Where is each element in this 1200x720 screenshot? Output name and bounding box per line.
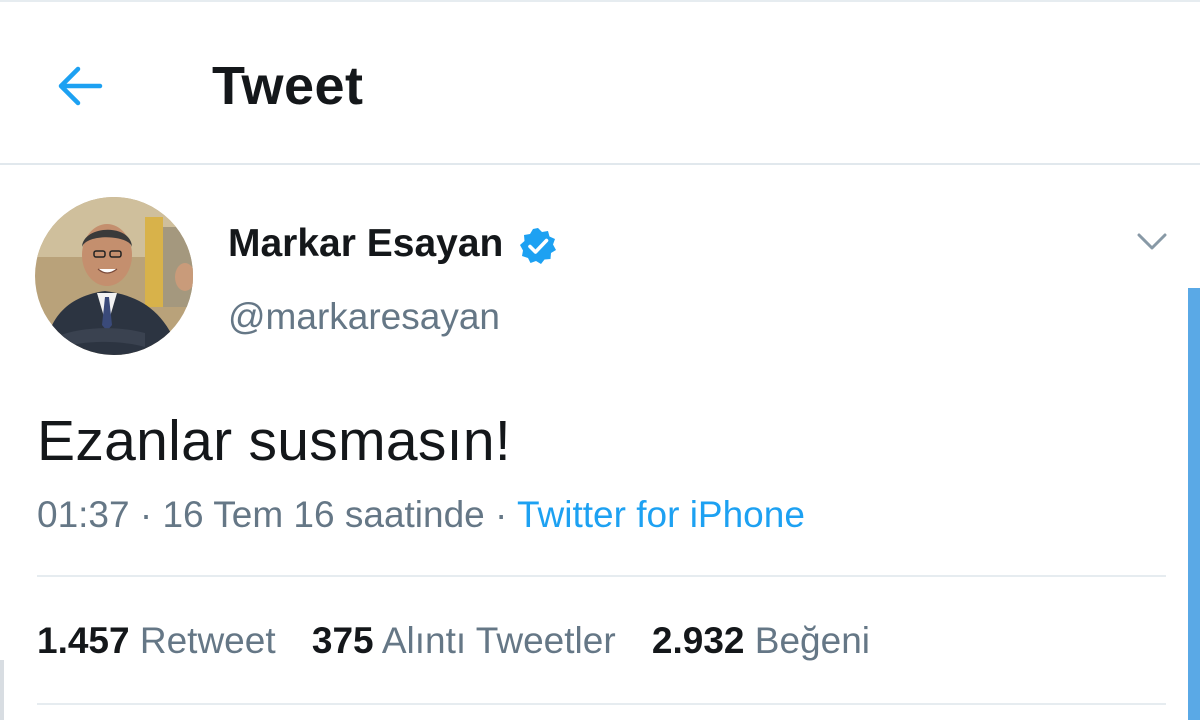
- tweet-text: Ezanlar susmasın!: [37, 409, 511, 473]
- tweet-date: 16 Tem 16 saatinde: [162, 494, 485, 535]
- page-title: Tweet: [212, 56, 364, 116]
- tweet-meta: [37, 494, 805, 536]
- header-divider: [0, 163, 1200, 165]
- avatar[interactable]: [35, 197, 193, 355]
- author-handle[interactable]: @markaresayan: [228, 296, 500, 337]
- avatar-photo: [35, 197, 193, 355]
- stat-count: 1.457: [37, 620, 130, 661]
- back-button[interactable]: [52, 58, 112, 114]
- verified-badge-icon: [518, 226, 558, 266]
- quote-tweets-link[interactable]: [312, 620, 616, 662]
- tweet-time: 01:37: [37, 494, 130, 535]
- divider: [37, 575, 1166, 577]
- stat-count: 2.932: [651, 620, 745, 661]
- stat-count: 375: [311, 620, 374, 661]
- chevron-down-icon: [1132, 226, 1172, 258]
- meta-separator: ·: [139, 494, 153, 535]
- tweet-stats: [37, 620, 896, 662]
- divider: [37, 703, 1166, 705]
- retweet-count-link[interactable]: [37, 620, 276, 662]
- stat-label: Beğeni: [754, 620, 871, 661]
- likes-count-link[interactable]: [652, 620, 870, 662]
- more-options-button[interactable]: [1132, 226, 1172, 258]
- scrollbar[interactable]: [1188, 288, 1200, 720]
- header-bar: [0, 0, 1200, 164]
- tweet-source-link[interactable]: Twitter for iPhone: [517, 494, 805, 535]
- meta-separator: ·: [495, 494, 508, 535]
- stat-label: Alıntı Tweetler: [381, 620, 616, 661]
- stat-label: Retweet: [139, 620, 276, 661]
- arrow-left-icon: [52, 58, 112, 114]
- author-name[interactable]: Markar Esayan: [228, 222, 504, 265]
- screen-edge: [0, 660, 4, 720]
